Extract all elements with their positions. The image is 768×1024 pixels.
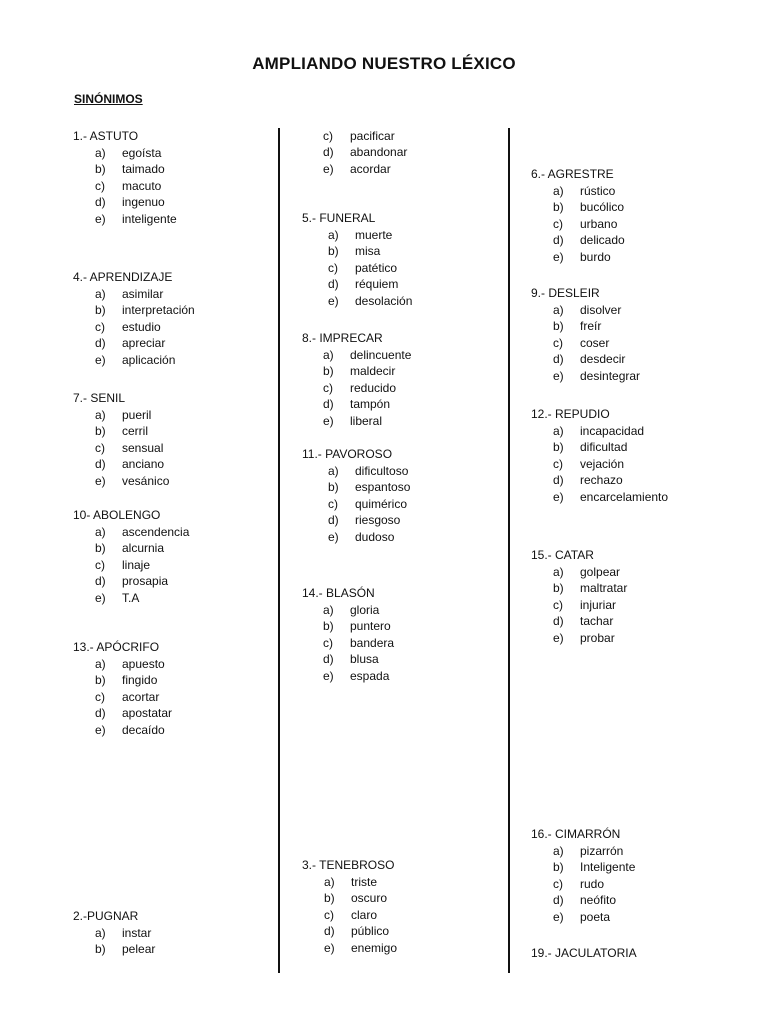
- question-block-3: [302, 857, 397, 956]
- option-text: blusa: [350, 652, 379, 667]
- option-letter: c): [95, 319, 105, 334]
- option-letter: b): [95, 541, 106, 556]
- option-item: [531, 630, 627, 646]
- option-text: delicado: [580, 233, 625, 248]
- question-block-14: [302, 585, 394, 684]
- option-item: [302, 380, 411, 396]
- option-letter: c): [553, 456, 563, 471]
- option-text: puntero: [350, 619, 391, 634]
- option-item: [73, 194, 177, 210]
- option-item: [73, 407, 169, 423]
- option-text: acortar: [122, 689, 160, 704]
- option-item: [302, 651, 394, 667]
- option-letter: b): [95, 673, 106, 688]
- question-title: 12.- REPUDIO: [531, 407, 610, 421]
- question-block-7: [73, 390, 169, 489]
- option-text: pacificar: [350, 129, 395, 143]
- option-item: [302, 635, 394, 651]
- option-item: [531, 456, 668, 472]
- option-letter: b): [95, 303, 106, 318]
- option-item: [531, 351, 640, 367]
- option-text: decaído: [122, 722, 165, 737]
- option-letter: c): [553, 876, 563, 891]
- option-letter: c): [324, 907, 334, 922]
- option-text: sensual: [122, 440, 164, 455]
- question-title: 16.- CIMARRÓN: [531, 827, 621, 841]
- option-letter: a): [95, 287, 106, 301]
- option-letter: e): [324, 940, 335, 955]
- option-text: pelear: [122, 942, 156, 957]
- question-block-2: [73, 908, 155, 958]
- option-letter: c): [95, 557, 105, 572]
- option-item: [73, 473, 169, 489]
- option-letter: b): [553, 581, 564, 596]
- option-text: fingido: [122, 673, 158, 688]
- option-letter: d): [328, 513, 339, 528]
- option-item: [531, 859, 635, 875]
- option-item: [73, 941, 155, 957]
- question-block-1-continued: [302, 128, 407, 177]
- option-text: rústico: [580, 184, 616, 198]
- option-text: rudo: [580, 876, 605, 891]
- question-block-6: [531, 166, 625, 265]
- option-letter: e): [323, 161, 334, 176]
- option-letter: c): [323, 380, 333, 395]
- option-text: muerte: [355, 228, 393, 242]
- option-text: abandonar: [350, 145, 408, 160]
- option-text: apuesto: [122, 657, 165, 671]
- option-letter: a): [328, 228, 339, 242]
- option-text: triste: [351, 875, 378, 889]
- option-item: [73, 319, 195, 335]
- option-letter: a): [553, 303, 564, 317]
- question-title: 14.- BLASÓN: [302, 586, 375, 600]
- option-text: tachar: [580, 614, 614, 629]
- question-title: 7.- SENIL: [73, 391, 126, 405]
- option-text: prosapia: [122, 574, 169, 589]
- option-text: inteligente: [122, 211, 177, 226]
- option-text: estudio: [122, 319, 161, 334]
- option-letter: d): [323, 397, 334, 412]
- option-letter: b): [323, 619, 334, 634]
- column-divider-1: [278, 128, 280, 973]
- option-text: pueril: [122, 408, 152, 422]
- option-item: [302, 618, 394, 634]
- option-item: [73, 423, 169, 439]
- option-item: [73, 161, 177, 177]
- question-title: 11.- PAVOROSO: [302, 447, 393, 461]
- question-title: 8.- IMPRECAR: [302, 331, 383, 345]
- option-text: anciano: [122, 457, 165, 472]
- option-item: [73, 456, 169, 472]
- option-item: [302, 463, 410, 479]
- option-text: apreciar: [122, 336, 166, 351]
- option-item: [302, 413, 411, 429]
- option-text: T.A: [122, 590, 140, 605]
- option-item: [73, 705, 172, 721]
- option-text: riesgoso: [355, 513, 401, 528]
- option-item: [531, 580, 627, 596]
- option-text: burdo: [580, 249, 611, 264]
- option-text: maldecir: [350, 364, 396, 379]
- option-letter: b): [553, 200, 564, 215]
- option-letter: c): [95, 440, 105, 455]
- option-letter: c): [95, 689, 105, 704]
- question-title: 10- ABOLENGO: [73, 508, 161, 522]
- option-item: [531, 489, 668, 505]
- option-letter: a): [323, 603, 334, 617]
- option-item: [302, 260, 412, 276]
- option-text: dudoso: [355, 529, 395, 544]
- option-text: desintegrar: [580, 368, 641, 383]
- option-letter: c): [323, 129, 333, 143]
- option-text: Inteligente: [580, 860, 636, 875]
- option-text: quimérico: [355, 496, 408, 511]
- option-letter: b): [324, 891, 335, 906]
- option-item: [531, 423, 668, 439]
- option-letter: e): [328, 293, 339, 308]
- option-letter: e): [553, 489, 564, 504]
- option-item: [302, 276, 412, 292]
- option-text: dificultad: [580, 440, 628, 455]
- option-letter: e): [95, 590, 106, 605]
- option-text: espantoso: [355, 480, 411, 495]
- option-text: egoísta: [122, 146, 162, 160]
- option-item: [302, 479, 410, 495]
- option-text: vejación: [580, 456, 625, 471]
- option-text: desdecir: [580, 352, 626, 367]
- option-item: [73, 440, 169, 456]
- option-item: [302, 907, 397, 923]
- option-item: [73, 352, 195, 368]
- option-item: [531, 318, 640, 334]
- option-text: gloria: [350, 603, 380, 617]
- option-text: dificultoso: [355, 464, 409, 478]
- option-text: oscuro: [351, 891, 388, 906]
- question-title: 6.- AGRESTRE: [531, 167, 614, 181]
- column-divider-2: [508, 128, 510, 973]
- option-item: [73, 211, 177, 227]
- option-item: [531, 199, 625, 215]
- option-item: [531, 232, 625, 248]
- option-item: [73, 722, 172, 738]
- question-title: 3.- TENEBROSO: [302, 858, 395, 872]
- option-item: [531, 613, 627, 629]
- option-item: [302, 512, 410, 528]
- option-item: [73, 540, 189, 556]
- option-letter: d): [95, 195, 106, 210]
- option-text: tampón: [350, 397, 391, 412]
- option-text: asimilar: [122, 287, 164, 301]
- option-item: [302, 363, 411, 379]
- option-letter: a): [95, 525, 106, 539]
- option-item: [73, 590, 189, 606]
- question-block-5: [302, 210, 412, 309]
- option-text: injuriar: [580, 597, 617, 612]
- option-text: coser: [580, 335, 610, 350]
- question-title: 4.- APRENDIZAJE: [73, 270, 173, 284]
- option-letter: d): [553, 614, 564, 629]
- option-letter: d): [553, 352, 564, 367]
- option-item: [73, 672, 172, 688]
- option-letter: b): [328, 480, 339, 495]
- option-letter: d): [553, 893, 564, 908]
- option-letter: d): [323, 145, 334, 160]
- option-item: [302, 496, 410, 512]
- option-letter: a): [95, 146, 106, 160]
- option-text: freír: [580, 319, 602, 334]
- question-title: 5.- FUNERAL: [302, 211, 376, 225]
- option-letter: c): [328, 496, 338, 511]
- option-text: pizarrón: [580, 844, 624, 858]
- option-letter: a): [328, 464, 339, 478]
- option-item: [302, 668, 394, 684]
- option-letter: a): [95, 926, 106, 940]
- option-text: claro: [351, 907, 378, 922]
- option-text: delincuente: [350, 348, 412, 362]
- option-item: [73, 524, 189, 540]
- option-item: [531, 876, 635, 892]
- option-letter: a): [323, 348, 334, 362]
- option-letter: e): [323, 668, 334, 683]
- option-letter: c): [328, 260, 338, 275]
- option-item: [73, 557, 189, 573]
- question-title: 13.- APÓCRIFO: [73, 640, 160, 654]
- option-letter: c): [553, 335, 563, 350]
- option-letter: d): [553, 473, 564, 488]
- option-text: espada: [350, 668, 390, 683]
- option-text: taimado: [122, 162, 165, 177]
- option-text: disolver: [580, 303, 622, 317]
- option-letter: a): [553, 844, 564, 858]
- question-block-19: [531, 945, 637, 962]
- option-item: [302, 347, 411, 363]
- option-item: [531, 183, 625, 199]
- option-text: encarcelamiento: [580, 489, 669, 504]
- question-title: 19.- JACULATORIA: [531, 946, 637, 960]
- option-text: bucólico: [580, 200, 625, 215]
- option-text: liberal: [350, 413, 383, 428]
- option-item: [531, 439, 668, 455]
- option-letter: a): [324, 875, 335, 889]
- option-item: [531, 472, 668, 488]
- option-text: réquiem: [355, 277, 399, 292]
- option-letter: a): [553, 184, 564, 198]
- option-item: [302, 243, 412, 259]
- option-item: [302, 161, 407, 177]
- option-letter: b): [95, 942, 106, 957]
- option-letter: c): [323, 635, 333, 650]
- option-letter: a): [95, 657, 106, 671]
- question-block-4: [73, 269, 195, 368]
- question-block-1: [73, 128, 177, 227]
- option-letter: d): [553, 233, 564, 248]
- option-letter: c): [553, 597, 563, 612]
- option-letter: e): [553, 249, 564, 264]
- option-item: [302, 890, 397, 906]
- option-letter: e): [553, 909, 564, 924]
- option-text: rechazo: [580, 473, 623, 488]
- option-item: [302, 923, 397, 939]
- option-letter: a): [553, 565, 564, 579]
- question-block-13: [73, 639, 172, 738]
- option-text: público: [351, 924, 390, 939]
- option-letter: e): [95, 473, 106, 488]
- option-text: misa: [355, 244, 381, 259]
- question-block-8: [302, 330, 411, 429]
- option-letter: e): [95, 352, 106, 367]
- question-block-10: [73, 507, 189, 606]
- option-letter: e): [95, 211, 106, 226]
- option-text: alcurnia: [122, 541, 165, 556]
- option-item: [531, 909, 635, 925]
- option-item: [302, 396, 411, 412]
- option-text: instar: [122, 926, 152, 940]
- question-title: 1.- ASTUTO: [73, 129, 139, 143]
- option-text: aplicación: [122, 352, 176, 367]
- option-item: [302, 529, 410, 545]
- option-text: linaje: [122, 557, 151, 572]
- option-item: [302, 293, 412, 309]
- question-block-12: [531, 406, 668, 505]
- option-item: [73, 286, 195, 302]
- option-item: [302, 128, 407, 144]
- option-item: [531, 302, 640, 318]
- option-letter: b): [95, 162, 106, 177]
- option-text: macuto: [122, 178, 162, 193]
- option-letter: c): [553, 216, 563, 231]
- question-title: 2.-PUGNAR: [73, 909, 139, 923]
- page-title: AMPLIANDO NUESTRO LÉXICO: [252, 54, 516, 73]
- option-item: [73, 335, 195, 351]
- option-letter: d): [95, 457, 106, 472]
- option-item: [73, 925, 155, 941]
- option-text: interpretación: [122, 303, 195, 318]
- option-item: [73, 656, 172, 672]
- option-letter: b): [553, 440, 564, 455]
- option-text: poeta: [580, 909, 611, 924]
- option-item: [302, 940, 397, 956]
- option-text: enemigo: [351, 940, 398, 955]
- question-title: 9.- DESLEIR: [531, 286, 600, 300]
- option-text: ingenuo: [122, 195, 165, 210]
- question-block-9: [531, 285, 640, 384]
- option-text: urbano: [580, 216, 618, 231]
- option-letter: e): [553, 630, 564, 645]
- option-text: desolación: [355, 293, 413, 308]
- option-item: [73, 689, 172, 705]
- option-item: [531, 564, 627, 580]
- option-letter: d): [328, 277, 339, 292]
- option-text: maltratar: [580, 581, 628, 596]
- option-text: golpear: [580, 565, 621, 579]
- option-text: cerril: [122, 424, 148, 439]
- option-item: [531, 368, 640, 384]
- option-letter: d): [95, 574, 106, 589]
- option-item: [302, 144, 407, 160]
- option-text: ascendencia: [122, 525, 190, 539]
- option-text: incapacidad: [580, 424, 645, 438]
- option-letter: b): [553, 860, 564, 875]
- option-letter: d): [324, 924, 335, 939]
- option-letter: e): [553, 368, 564, 383]
- option-item: [531, 335, 640, 351]
- option-text: vesánico: [122, 473, 170, 488]
- option-text: reducido: [350, 380, 397, 395]
- option-item: [73, 302, 195, 318]
- option-letter: e): [323, 413, 334, 428]
- option-letter: b): [323, 364, 334, 379]
- option-letter: e): [95, 722, 106, 737]
- option-item: [531, 843, 635, 859]
- question-title: 15.- CATAR: [531, 548, 594, 562]
- section-heading: SINÓNIMOS: [74, 92, 143, 106]
- option-letter: c): [95, 178, 105, 193]
- option-text: acordar: [350, 161, 391, 176]
- option-item: [302, 874, 397, 890]
- option-item: [73, 178, 177, 194]
- option-letter: d): [95, 336, 106, 351]
- option-text: probar: [580, 630, 615, 645]
- question-block-16: [531, 826, 635, 925]
- option-letter: d): [95, 706, 106, 721]
- option-item: [73, 573, 189, 589]
- option-letter: b): [553, 319, 564, 334]
- option-text: patético: [355, 260, 398, 275]
- option-item: [531, 597, 627, 613]
- option-letter: a): [553, 424, 564, 438]
- option-item: [531, 216, 625, 232]
- option-item: [73, 145, 177, 161]
- option-item: [302, 227, 412, 243]
- question-block-11: [302, 446, 410, 545]
- option-letter: a): [95, 408, 106, 422]
- option-item: [531, 249, 625, 265]
- option-text: apostatar: [122, 706, 173, 721]
- option-letter: e): [328, 529, 339, 544]
- question-block-15: [531, 547, 627, 646]
- option-item: [302, 602, 394, 618]
- option-letter: d): [323, 652, 334, 667]
- option-letter: b): [328, 244, 339, 259]
- option-text: neófito: [580, 893, 617, 908]
- option-letter: b): [95, 424, 106, 439]
- option-item: [531, 892, 635, 908]
- option-text: bandera: [350, 635, 395, 650]
